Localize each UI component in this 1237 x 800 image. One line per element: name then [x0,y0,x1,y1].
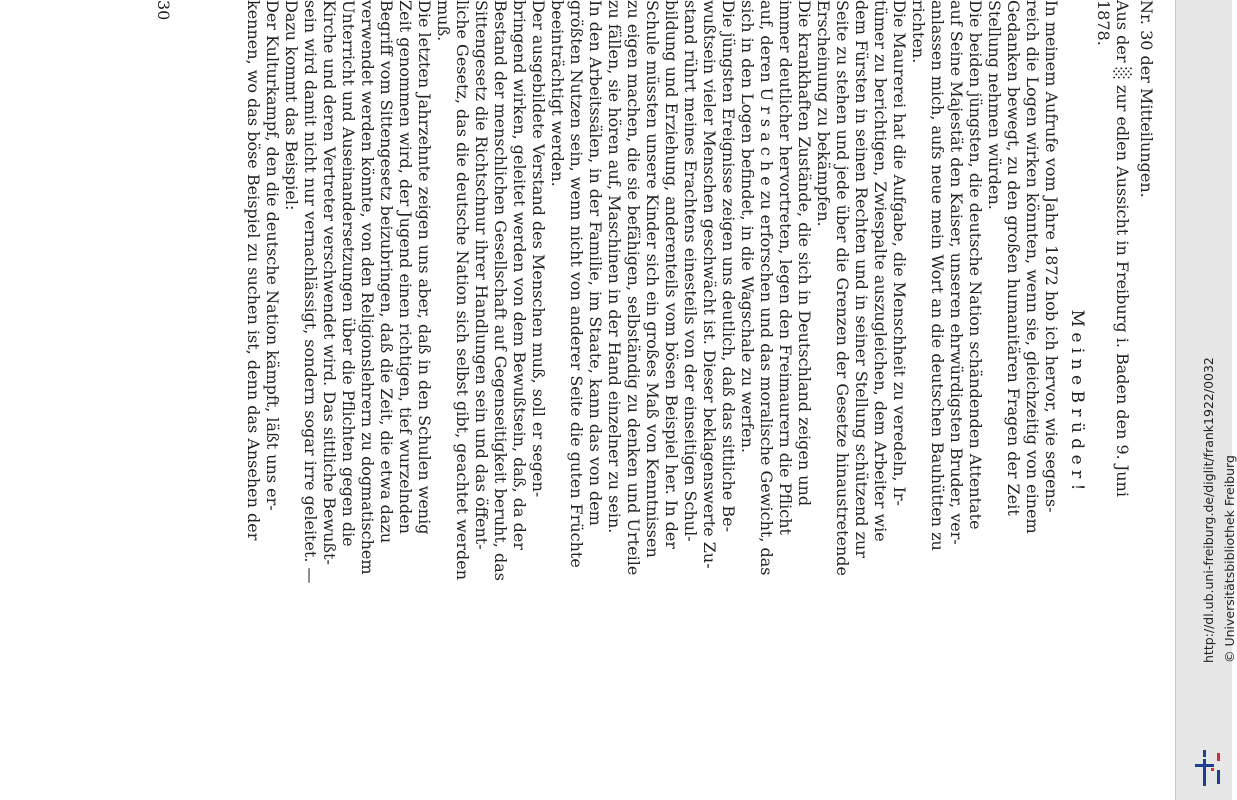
body-line: größten Nutzen sein, wenn nicht von anderer Seite die guten Früchte [567,0,586,568]
salutation: M e i n e B r ü d e r ! [1067,309,1087,491]
body-line: Die jüngsten Ereignisse zeigen uns deutlich, daß das sittliche Be- [719,0,738,533]
body-line: auf Seine Majestät den Kaiser, unseren ehrwürdigsten Bruder, ver- [947,0,966,545]
body-line: tümer zu berichtigen, Zwiespalte auszugleichen, dem Arbeiter wie [871,0,890,542]
body-line: Seite zu stehen und jede über die Grenzen der Gesetze hinaustretende [833,0,852,576]
body-line: Zeit genommen wird, der Jugend einen richtigen, tief wurzelnden [396,0,415,534]
body-line: sein wird damit nicht nur vernachlässigt, sondern sogar irre geleitet. — [301,0,320,584]
body-line: beeinträchtigt werden. [548,0,567,187]
body-line: Bestand der menschlichen Gesellschaft auf Gegenseitigkeit beruht, das [491,0,510,581]
dateline-line: Aus der ░ zur edlen Aussicht in Freiburg i. Baden den 9. Juni [1113,0,1132,497]
body-line: Unterricht und Auseinandersetzungen über die Pflichten gegen die [339,0,358,547]
body-line: dem Fürsten in seinen Rechten und in seiner Stellung schützend zur [852,0,871,558]
body-line: muß. [434,0,453,42]
body-line: verwendet werden könnte, von den Religionslehrern zu dogmatischem [358,0,377,575]
body-line: immer deutlicher hervortreten, legen den Freimaurern die Pflicht [776,0,795,535]
body-line: Dazu kommt das Beispiel: [282,0,301,211]
body-line: Kirche und deren Vertreter verschwendet wird. Das sittliche Bewußt- [320,0,339,565]
body-line: In meinem Aufrufe vom Jahre 1872 hob ich hervor, wie segens- [1042,0,1061,513]
body-line: bringend wirken, geleitet werden von dem Bewußtsein, daß, da der [510,0,529,551]
body-line: zu eigen machen, die sie befähigen, selbständig zu denken und Urteile [624,0,643,576]
body-line: reich die Logen wirken könnten, wenn sie, gleichzeitig von einem [1023,0,1042,534]
body-line: Begriff vom Sittengesetz beizubringen, daß die Zeit, die etwa dazu [377,0,396,544]
body-line: kennen, wo das böse Beispiel zu suchen ist, denn das Ansehen der [244,0,263,541]
ub-freiburg-logo-icon [1189,748,1225,788]
body-line: Die letzten Jahrzehnte zeigen uns aber, daß in den Schulen wenig [415,0,434,535]
body-line: Der Kulturkampf, den die deutsche Nation kämpft, läßt uns er- [263,0,282,511]
body-line: wußtsein vieler Menschen geschwächt ist. Dieser beklagenswerte Zu- [700,0,719,569]
body-line: sich in den Logen befindet, in die Wagschale zu werfen. [738,0,757,454]
body-line: In den Arbeitssälen, in der Familie, im Staate, kann das von dem [586,0,605,526]
body-line: stand rührt meines Erachtens einesteils von der einseitigen Schul- [681,0,700,542]
body-line: Gedanken bewegt, zu den großen humanitären Fragen der Zeit [1004,0,1023,516]
body-line: richten. [909,0,928,64]
copyright-notice: © Universitätsbibliothek Freiburg [1222,455,1237,663]
body-line: Die beiden jüngsten, die deutsche Nation schändenden Attentate [966,0,985,530]
body-line: auf, deren U r s a c h e zu erforschen und das moralische Gewicht, das [757,0,776,576]
body-line: Schule müssten unsere Kinder sich ein großes Maß von Kenntnissen [643,0,662,558]
body-line: Sittengesetz die Richtschnur ihrer Handlungen sein und das öffent- [472,0,491,550]
digital-library-sidebar [1175,0,1237,800]
body-line: Der ausgebildete Verstand des Menschen muß, soll er segen- [529,0,548,498]
page-number: 30 [154,0,173,21]
source-url[interactable]: http://dl.ub.uni-freiburg.de/diglit/frank1922/0032 [1201,357,1216,663]
body-line: liche Gesetz, das die deutsche Nation sich selbst gibt, geachtet werden [453,0,472,580]
body-line: Erscheinung zu bekämpfen. [814,0,833,227]
body-line: zu fällen, sie hören auf, Maschinen in der Hand einzelner zu sein. [605,0,624,534]
body-line: Stellung nehmen würden. [985,0,1004,210]
body-line: anlassen mich, aufs neue mein Wort an die deutschen Bauhütten zu [928,0,947,551]
body-line: Die krankhaften Zustände, die sich in Deutschland zeigen und [795,0,814,507]
body-line: Die Maurerei hat die Aufgabe, die Menschheit zu veredeln, Ir- [890,0,909,506]
document-header: Nr. 30 der Mitteilungen. [1137,0,1156,198]
body-line: bildung und Erziehung, anderenteils vom bösen Beispiel her. In der [662,0,681,550]
dateline-line: 1878. [1094,0,1113,46]
